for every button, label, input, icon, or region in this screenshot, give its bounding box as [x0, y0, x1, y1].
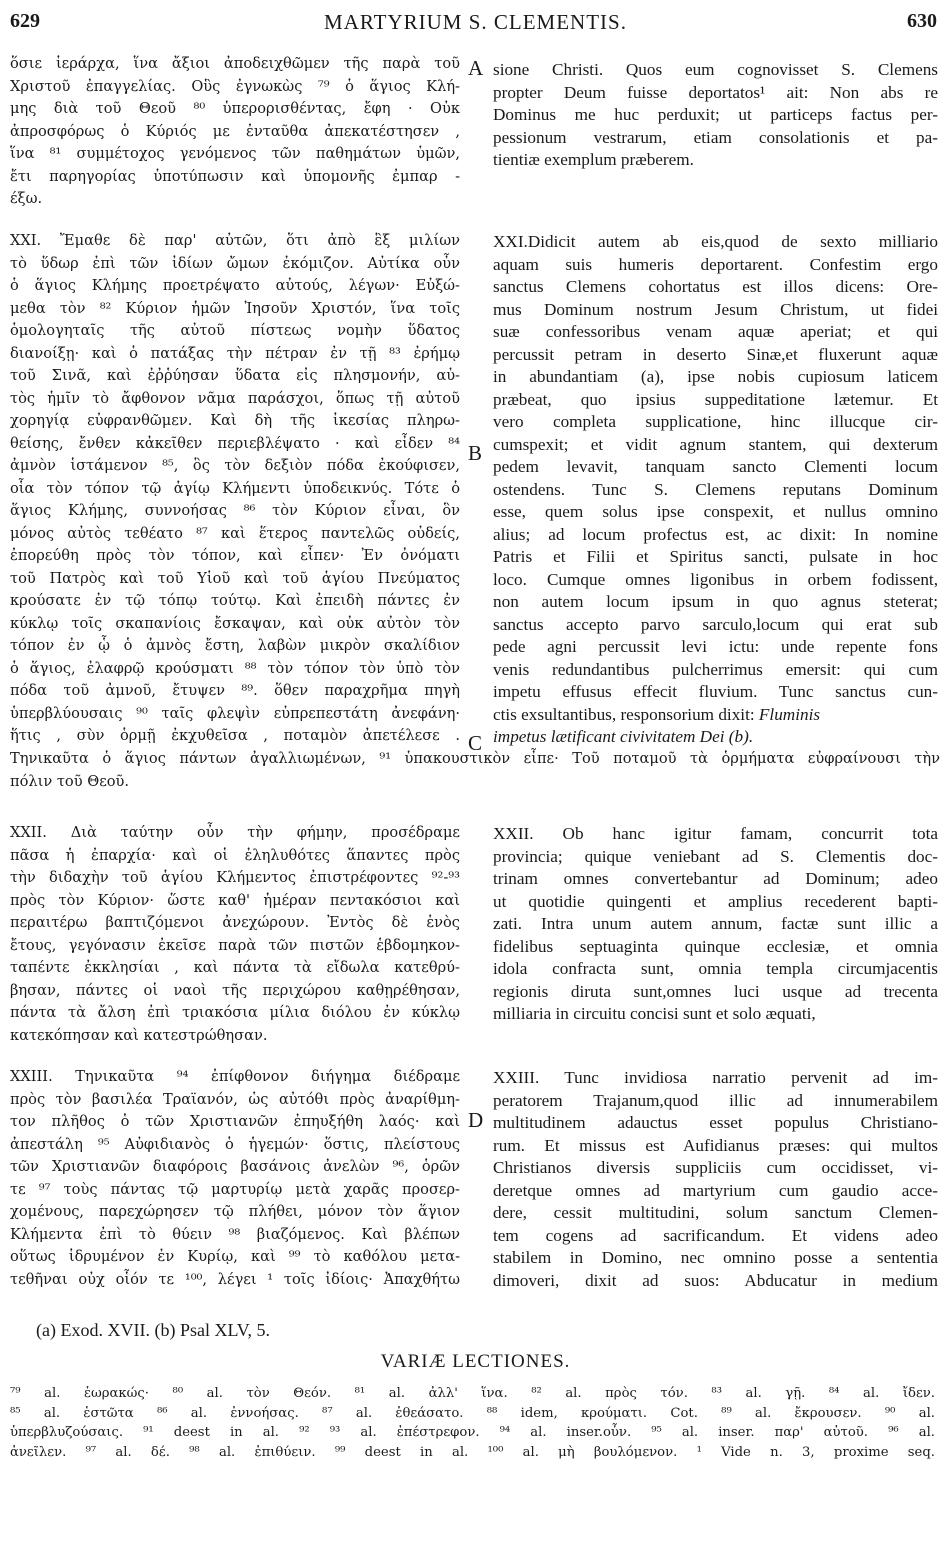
variae-lectiones — [10, 1384, 935, 1462]
text-line: τὸς ἡμῖν τὸ ἄφθονον νᾶμα παράσχοι, ὅπως τῇ αὐτοῦ — [10, 389, 460, 407]
text-line: idola confracta sunt, omnia templa circumjacentis — [493, 959, 938, 978]
margin-letter-c: C — [468, 731, 483, 755]
text-line: esse, quem solus ipse conspexit, et nullus omnino — [493, 502, 938, 521]
text-line: dimoveri, dixit ad suos: Abducatur in medium — [493, 1270, 938, 1290]
text-line: οἷα τὸν τόπον τῷ ἁγίῳ Κλήμεντι ὑποδεικνύς. Τότε ὁ — [10, 479, 460, 497]
text-line: impetu effusus effecit fluvium. Tunc sanctus cun- — [493, 682, 938, 701]
text-line: πρὸς τὸν βασιλέα Τραϊανόν, ὡς αὐτόθι πρὸς ἀναρίθμη- — [10, 1090, 460, 1108]
text-line: πρὸς τὸν Κύριον· ὥστε καθ' ἡμέραν πεντακόσιοι καὶ — [10, 891, 460, 909]
text-line: Patris et Filii et Spiritus sancti, pulsate in hoc — [493, 547, 938, 566]
text-line: Dominus me huc perduxit; ut particeps factus per- — [493, 105, 938, 124]
text-line: ὁ ἅγιος Κλήμης προετρέψατο αὐτούς, λέγων· Εὐξώ- — [10, 277, 460, 294]
latin-chapter-xxiii — [493, 1067, 938, 1292]
text-line: τῶν Χριστιανῶν διαφόροις βασάνοις ἀνελὼν ⁹⁶, ὁρῶν — [10, 1158, 460, 1175]
italic-quotation-line: impetus lætificant civivitatem Dei (b). — [493, 727, 754, 746]
text-line: XXII. Ob hanc igitur famam, concurrit tota — [493, 824, 938, 843]
text-line: stabilem in Domino, nec omnino posse a sententia — [493, 1248, 938, 1267]
text-line: τοῦ Σινᾶ, καὶ ἐῤῥύησαν ὕδατα εἰς πλησμονήν, αὐ- — [10, 367, 460, 384]
text-line: πόδα τοῦ ἀμνοῦ, ἔτυψεν ⁸⁹. ὅθεν παραχρῆμα πηγὴ — [10, 682, 460, 699]
text-line: aquam suis humeris deportarent. Confestim ergo — [493, 254, 938, 274]
text-line: ὑπερβλύουσαις ⁹⁰ ταῖς φλεψὶν εὐπρεπεστάτη ἀνεφάνη· — [10, 704, 460, 722]
text-line: ut quotidie quingenti et amplius recederent bapti- — [493, 891, 938, 911]
text-line: κρούσατε ἐν τῷ τόπῳ τούτῳ. Καὶ ἐπειδὴ πάντες ἐν — [10, 592, 460, 609]
text-line: percussit petram in deserto Sinæ,et fluxerunt aquæ — [493, 344, 938, 364]
text-line: milliaria in circuitu concisi sunt et solo æquati, — [493, 1004, 816, 1023]
text-line: μεθα τὸν ⁸² Κύριον ἡμῶν Ἰησοῦν Χριστόν, ἵνα τοῖς — [10, 299, 460, 317]
text-line: XXII. Διὰ ταύτην οὖν τὴν φήμην, προσέδραμε — [10, 824, 460, 841]
text-line: θείσης, ἔνθεν κἀκεῖθεν περιεβλέψατο · καὶ εἶδεν ⁸⁴ — [10, 434, 460, 452]
text-line: ἔτι παρηγορίας ὑποτύπωσιν καὶ ὑπομονῆς ἐμπαρ - — [10, 167, 460, 185]
variant-line: ⁷⁹ al. ἑωρακώς· ⁸⁰ al. τὸν Θεόν. ⁸¹ al. ἀλλ' ἵνα. ⁸² al. πρὸς τόν. ⁸³ al. γῇ. ⁸⁴ al. ἴδεν. — [10, 1386, 935, 1401]
text-line: venis redundantibus pulcherrimus emersit: qui cum — [493, 659, 938, 679]
greek-chapter-xxiii — [10, 1066, 460, 1291]
page-number-left: 629 — [10, 10, 40, 32]
variant-line: ⁸⁵ al. ἑστῶτα ⁸⁶ al. ἐννοήσας. ⁸⁷ al. ἐθεάσατο. ⁸⁸ idem, κρούματι. Cot. ⁸⁹ al. ἔκρουσεν. ⁹⁰ al. — [10, 1405, 935, 1421]
text-line: provincia; quique veniebant ad S. Clementis doc- — [493, 846, 938, 866]
text-line: ὁ ἅγιος, ἐλαφρῷ κρούσματι ⁸⁸ τὸν τόπον τὸν ὑπὸ τὸν — [10, 659, 460, 677]
text-line: loco. Cumque omnes ligonibus in orbem fodissent, — [493, 569, 938, 589]
text-line: regionis diruta sunt,omnes luci usque ad trecenta — [493, 981, 938, 1001]
text-line: ὅσιε ἱεράρχα, ἵνα ἄξιοι ἀποδειχθῶμεν τῆς παρὰ τοῦ — [10, 55, 460, 72]
text-line: fidelibus septuaginta quinque ecclesiæ, et omnia — [493, 936, 938, 956]
text-line: ἥτις , σὺν ὁρμῇ ἐκχυθεῖσα , ποταμὸν ἀπετέλεσε . — [10, 727, 460, 744]
text-line: ἀμνὸν ἱστάμενον ⁸⁵, ὃς τὸν δεξιὸν πόδα ἐκούφισεν, — [10, 457, 460, 474]
margin-letter-a: A — [468, 56, 484, 80]
text-line: zati. Intra unum autem annum, factæ sunt illic a — [493, 914, 938, 933]
text-line: præbeat, quo ipsius suppeditatione lætemur. Et — [493, 389, 938, 409]
running-title: MARTYRIUM S. CLEMENTIS. — [324, 10, 627, 34]
text-line: μης διὰ τοῦ Θεοῦ ⁸⁰ ὑπερορισθέντας, ἔφη · Οὐκ — [10, 100, 460, 117]
text-line: τόπον ἐν ᾧ ὁ ἀμνὸς ἔστη, λαβὼν μικρὸν σκαλίδιον — [10, 637, 460, 654]
text-line: cumspexit; et vidit agnum stantem, qui dexterum — [493, 434, 938, 454]
text-line: ἀπεστάλη ⁹⁵ Αὐφιδιανὸς ὁ ἡγεμών· ὅστις, πλείστους — [10, 1135, 460, 1153]
text-line: sione Christi. Quos eum cognovisset S. Clemens — [493, 60, 938, 79]
text-line: Χριστοῦ ἐπαγγελίας. Οὓς ἐγνωκὼς ⁷⁹ ὁ ἅγιος Κλή- — [10, 77, 460, 95]
text-line: tem cogens ad sacrificandum. Et videns adeo — [493, 1225, 938, 1245]
text-line: vero completa supplicatione, hinc illucque cir- — [493, 412, 938, 431]
text-line: πάντα τὰ ἄλση ἐπὶ τριακόσια μίλια διόλου ἐν κύκλῳ — [10, 1004, 460, 1021]
text-line: pedem levavit, tanquam sancto Clementi locum — [493, 457, 938, 476]
text-line: ἵνα ⁸¹ συμμέτοχος γενόμενος τῶν παθημάτων ὑμῶν, — [10, 145, 460, 162]
text-line: ἐπορεύθη πρὸς τὸν τόπον, καὶ εἶπεν· Ἐν ὀνόματι — [10, 547, 460, 564]
text-line: alius; ad locum profectus est, ac dixit: In nomine — [493, 524, 938, 544]
text-line: XXI.Didicit autem ab eis,quod de sexto milliario — [493, 232, 938, 251]
text-line: τε ⁹⁷ τοὺς πάντας τῷ μαρτυρίῳ μετὰ χαρᾶς προσερ- — [10, 1180, 460, 1198]
text-line — [493, 704, 938, 727]
text-line: sanctus Clemens cohortatus est illos dicens: Ore- — [493, 277, 938, 296]
text-line: suæ confessoribus venam aquæ aperiat; et qui — [493, 322, 938, 341]
text-line: διανοίξῃ· καὶ ὁ πατάξας τὴν πέτραν ἐν τῇ ⁸³ ἐρήμῳ — [10, 344, 460, 362]
variae-lectiones-heading: VARIÆ LECTIONES. — [380, 1351, 571, 1372]
greek-fullwidth-paragraph — [10, 748, 940, 793]
text-line: κατεκόπησαν καὶ κατεστρώθησαν. — [10, 1026, 268, 1044]
text-line: ταπέντε ἐκκλησίαι , καὶ πάντα τὰ εἴδωλα κατεθρύ- — [10, 959, 460, 976]
text-line: rum. Et missus est Aufidianus præses: qui multos — [493, 1135, 938, 1155]
text-line: multitudinem adauctus esset populus Christiano- — [493, 1113, 938, 1132]
variant-line: ἀνεῖλεν. ⁹⁷ al. δέ. ⁹⁸ al. ἐπιθύειν. ⁹⁹ deest in al. ¹⁰⁰ al. μὴ βουλόμενον. ¹ Vide n. 3, proxime seq. — [10, 1444, 935, 1460]
text-line: τον πλῆθος ὁ τῶν Χριστιανῶν ἐπηυξήθη λαός· καὶ — [10, 1113, 460, 1130]
text-segment: ctis exsultantibus, responsorium dixit: — [493, 704, 759, 724]
text-line: πᾶσα ἡ ἐπαρχία· καὶ οἱ ἐληλυθότες ἅπαντες πρὸς — [10, 846, 460, 864]
text-line: ἀπροσφόρως ὁ Κύριός με ἐνταῦθα ἀπεκατέστησεν , — [10, 122, 460, 140]
text-line: mus Dominum nostrum Jesum Christum, ut fidei — [493, 299, 938, 319]
text-line: ostendens. Tunc S. Clemens reputans Dominum — [493, 479, 938, 499]
text-line: dere, cessit multitudini, solum sanctum Clemen- — [493, 1203, 938, 1222]
text-line: XXIII. Tunc invidiosa narratio pervenit ad im- — [493, 1068, 938, 1087]
text-line: κύκλῳ τοῖς σκαπανίοις ἔσκαψαν, καὶ οὐκ αὐτὸν τὸν — [10, 614, 460, 632]
greek-column-top — [10, 53, 460, 211]
text-line: XXIII. Τηνικαῦτα ⁹⁴ ἐπίφθονον διήγημα διέδραμε — [10, 1068, 460, 1085]
text-line: non autem locum ipsum in quo agnus steterat; — [493, 592, 938, 611]
text-line: deretque omnes ad martyrium cum gaudio acce- — [493, 1180, 938, 1200]
text-line: ὁμολογηταῖς τῆς αὐτοῦ πίστεως νομὴν ὕδατος — [10, 322, 460, 339]
latin-column-top — [493, 59, 938, 172]
text-line: τὸ ὕδωρ ἐπὶ τῶν ἰδίων ὤμων ἐκόμιζον. Αὐτίκα οὖν — [10, 254, 460, 272]
text-line: tientiæ exemplum præberem. — [493, 150, 694, 169]
text-line: ἅγιος Κλήμης, συννοήσας ⁸⁶ τὸν Κύριον εἶναι, ὃν — [10, 502, 460, 519]
page-number-right: 630 — [907, 10, 937, 32]
text-line: propter Deum fuisse deportatos¹ ait: Non abs re — [493, 82, 938, 102]
text-line: τεθῆναι οὐχ οἷόν τε ¹⁰⁰, λέγει ¹ τοῖς ἰδίοις· Ἀπαχθήτω — [10, 1270, 460, 1288]
latin-chapter-xxi — [493, 231, 938, 749]
text-line: χορηγίᾳ εὐφρανθῶμεν. Καὶ δὴ τῆς ἱκεσίας πληρω- — [10, 412, 460, 429]
text-line: Κλήμεντα ἐπὶ τὸ θύειν ⁹⁸ βιαζόμενος. Καὶ βλέπων — [10, 1225, 460, 1243]
text-line: έξω. — [10, 190, 43, 207]
text-line: Τηνικαῦτα ὁ ἅγιος πάντων ἀγαλλιωμένων, ⁹¹ ὑπακουστικὸν εἶπε· Τοῦ ποταμοῦ τὰ ὁρμήματα εὐφραίνουσι τὴν — [10, 750, 940, 767]
margin-letter-d: D — [468, 1108, 484, 1132]
greek-chapter-xxi — [10, 230, 460, 748]
text-line: sanctus accepto parvo sarculo,locum qui erat sub — [493, 614, 938, 634]
italic-quotation: Fluminis — [758, 704, 821, 724]
text-line: περαιτέρω βαπτιζόμενοι ἀνεχώρουν. Ἐντὸς δὲ ἑνὸς — [10, 914, 460, 931]
text-line: τοῦ Πατρὸς καὶ τοῦ Υἱοῦ καὶ τοῦ ἁγίου Πνεύματος — [10, 569, 460, 587]
text-line: τὴν διδαχὴν τοῦ ἁγίου Κλήμεντος ἐπιστρέφοντες ⁹²-⁹³ — [10, 869, 460, 886]
greek-chapter-xxii — [10, 822, 460, 1047]
latin-chapter-xxii — [493, 823, 938, 1026]
text-line: pessionum vestrarum, etiam consolationis et pa- — [493, 127, 938, 147]
text-line: XXI. Ἔμαθε δὲ παρ' αὐτῶν, ὅτι ἀπὸ ἓξ μιλίων — [10, 232, 460, 249]
text-line: ἔτους, γεγόνασιν ἐκεῖσε παρὰ τῶν πιστῶν ἑβδομηκον- — [10, 936, 460, 954]
margin-letter-b: B — [468, 441, 483, 465]
text-line: in abundantiam (a), ipse nobis cupiosum laticem — [493, 367, 938, 386]
scripture-footnote: (a) Exod. XVII. (b) Psal XLV, 5. — [36, 1320, 270, 1340]
variant-line: ὑπερβλυζούσαις. ⁹¹ deest in al. ⁹² ⁹³ al. ἐπέστρεφον. ⁹⁴ al. inser.οὖν. ⁹⁵ al. inser. παρ' αὐτοῦ. ⁹⁶ al. — [10, 1425, 935, 1441]
text-line: trinam omnes convertebantur ad Dominum; adeo — [493, 869, 938, 888]
text-line: πόλιν τοῦ Θεοῦ. — [10, 772, 130, 790]
text-line: οὕτως ἱδρυμένον ἐν Κυρίῳ, καὶ ⁹⁹ τὸ καθόλου μετα- — [10, 1248, 460, 1265]
text-line: μόνος αὐτὸς τεθέατο ⁸⁷ καὶ ἕτερος παντελῶς οὐδείς, — [10, 524, 460, 542]
text-line: βησαν, πάντες οἱ ναοὶ τῆς περιχώρου καθῃρέθησαν, — [10, 981, 460, 999]
text-line: χομένους, παρεχώρησεν τῷ πλήθει, μόνον τὸν ἅγιον — [10, 1203, 460, 1220]
text-line: peratorem Trajanum,quod illic ad innumerabilem — [493, 1090, 938, 1110]
text-line: Christianos diversis suppliciis cum occidisset, vi- — [493, 1158, 938, 1177]
text-line: pede agni percussit levi ictu: unde repente fons — [493, 637, 938, 656]
